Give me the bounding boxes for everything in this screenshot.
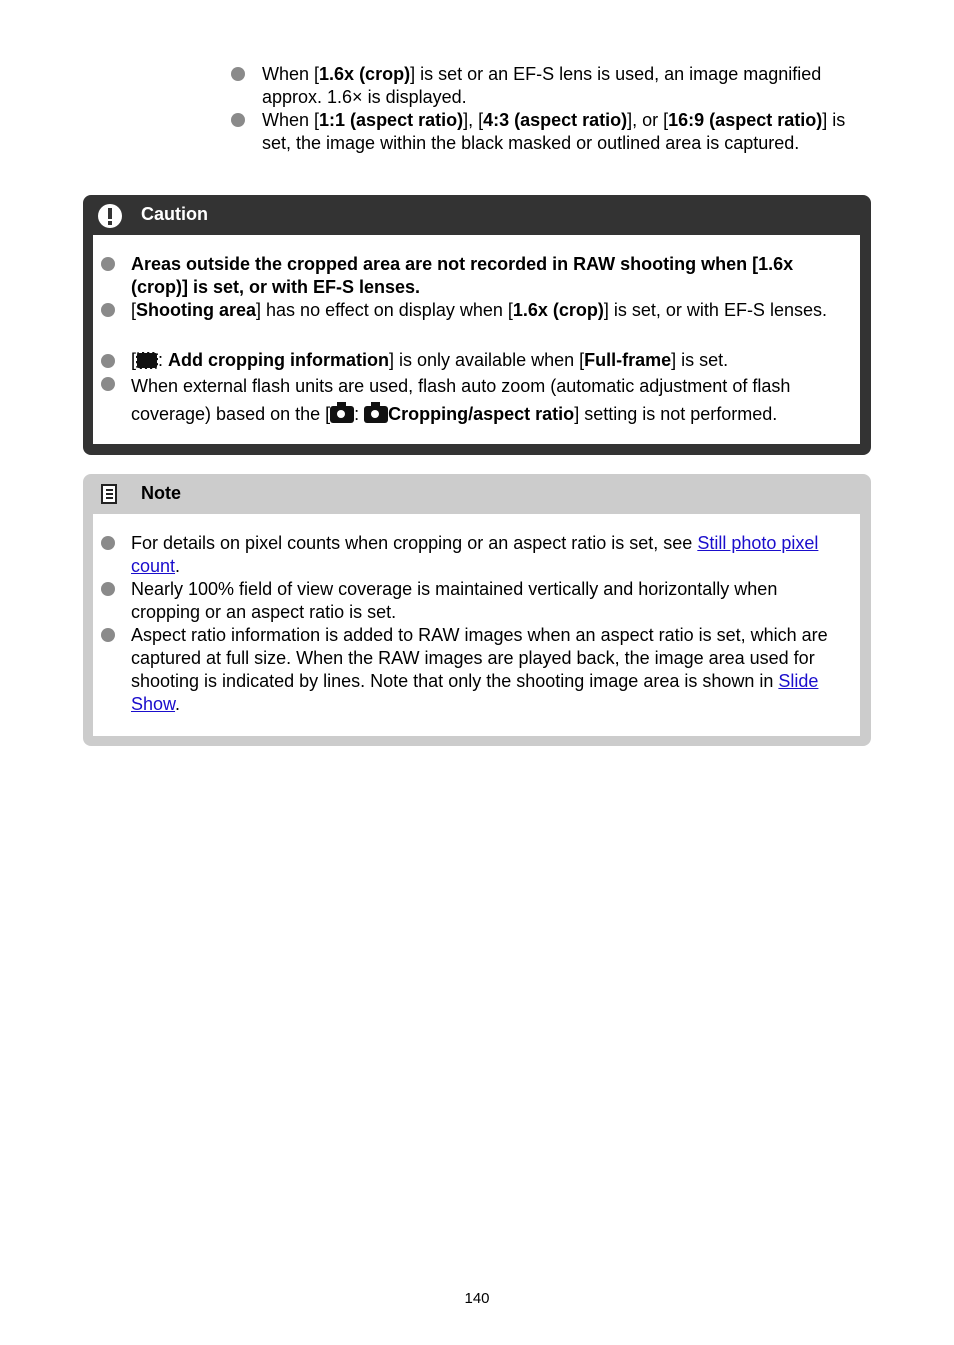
bold-text: 4:3 (aspect ratio)	[483, 110, 628, 130]
list-item	[131, 532, 851, 578]
text: ] setting is not performed.	[574, 404, 778, 424]
text: For details on pixel counts when cropping or an aspect ratio is set, see	[131, 533, 698, 553]
camera-icon	[364, 406, 388, 423]
text: .	[175, 556, 181, 576]
slide-show-link[interactable]: Slide Show	[131, 671, 819, 714]
bullet-dot	[101, 257, 115, 271]
bullet-dot	[101, 354, 115, 368]
text: When external flash units are used, flash auto zoom (automatic adjustment of flash coverage) based on the [	[131, 376, 791, 424]
bold-text: 1.6x (crop)	[512, 300, 604, 320]
note-title: Note	[141, 483, 181, 503]
text: ] is set, the image within the black masked or outlined area is captured.	[262, 110, 846, 153]
text: :	[354, 404, 365, 424]
text: Aspect ratio information is added to RAW images when an aspect ratio is set, which are captured at full size. When the RAW images are played back, the image area used for shooting is indicated by lines. Note that only the shooting image area is shown in	[131, 625, 828, 691]
bullet-dot	[101, 303, 115, 317]
text: ] is set.	[671, 350, 729, 370]
caution-content	[93, 235, 860, 444]
bold-text: 16:9 (aspect ratio)	[668, 110, 823, 130]
list-item	[131, 624, 851, 716]
bullet-dot	[101, 536, 115, 550]
list-item	[262, 109, 872, 155]
bold-text: Cropping/aspect ratio	[388, 404, 575, 424]
text: ] has no effect on display when [	[256, 300, 513, 320]
list-item	[131, 372, 851, 428]
caution-box	[83, 195, 871, 455]
bullet-dot	[231, 67, 245, 81]
bold-text: Add cropping information	[168, 350, 390, 370]
text: :	[158, 350, 169, 370]
bullet-dot	[101, 582, 115, 596]
text: ], [	[463, 110, 484, 130]
list-item	[131, 299, 851, 322]
memo-icon	[101, 484, 117, 504]
still-photo-pixel-count-link[interactable]: Still photo pixel count	[131, 533, 819, 576]
page-number: 140	[464, 1290, 490, 1307]
text: [	[131, 300, 137, 320]
text: ] is only available when [	[389, 350, 585, 370]
bullet-dot	[101, 628, 115, 642]
bullet-dot	[101, 377, 115, 391]
list-item	[131, 349, 851, 372]
text: ] is set, or with EF-S lenses.	[603, 300, 827, 320]
exclamation-icon	[98, 204, 122, 228]
caution-title: Caution	[141, 204, 208, 224]
text: .	[175, 694, 181, 714]
text: When [	[262, 110, 320, 130]
bold-text: Full-frame	[584, 350, 672, 370]
list-item: Areas outside the cropped area are not recorded in RAW shooting when [1.6x (crop)] is set, or with EF-S lenses.	[131, 254, 794, 297]
bold-text: Shooting area	[136, 300, 257, 320]
note-box	[83, 474, 871, 746]
bold-text: 1:1 (aspect ratio)	[319, 110, 464, 130]
bullet-dot	[231, 113, 245, 127]
cropping-camera-icon	[136, 352, 158, 369]
text: ], or [	[627, 110, 669, 130]
list-item: Nearly 100% field of view coverage is maintained vertically and horizontally when cropping or an aspect ratio is set.	[131, 579, 778, 622]
camera-icon	[330, 406, 354, 423]
bold-text: 1.6x (crop)	[319, 64, 411, 84]
text: When [	[262, 64, 320, 84]
text: [	[131, 350, 137, 370]
list-item	[262, 63, 872, 109]
note-content	[93, 514, 860, 736]
text: ] is set or an EF-S lens is used, an image magnified approx. 1.6× is displayed.	[262, 64, 822, 107]
